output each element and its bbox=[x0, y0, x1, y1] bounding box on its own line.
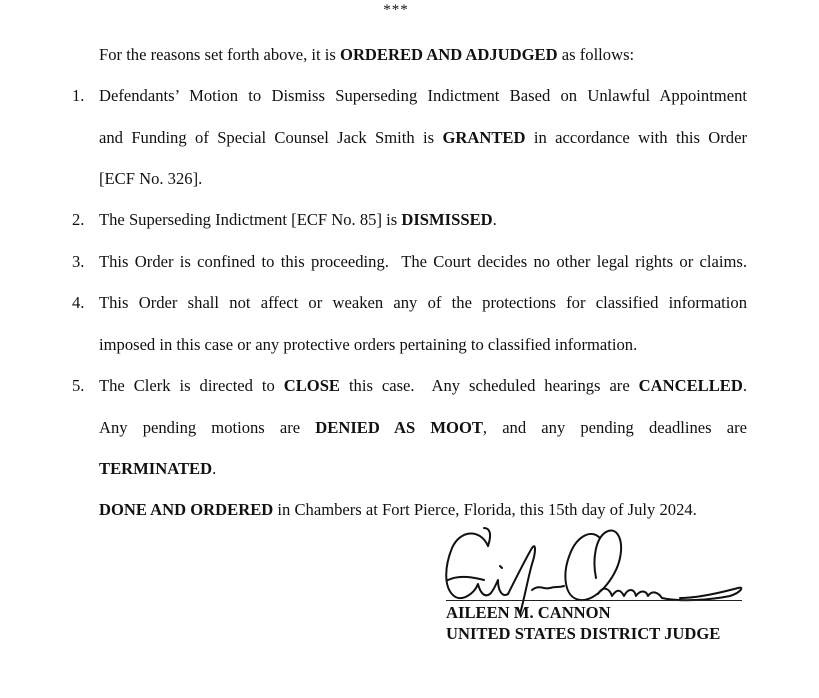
item-bold: DENIED AS MOOT bbox=[315, 418, 483, 437]
item-bold: DISMISSED bbox=[401, 210, 493, 229]
item-bold: GRANTED bbox=[442, 128, 526, 147]
intro-text: For the reasons set forth above, it is bbox=[99, 45, 341, 64]
item-bold: CLOSE bbox=[283, 376, 341, 395]
signature-line bbox=[446, 600, 742, 601]
item-number: 2. bbox=[72, 210, 85, 229]
item-text: and Funding of Special Counsel Jack Smith is bbox=[99, 128, 443, 147]
item-text: This Order shall not affect or weaken any of the protections for classified information bbox=[99, 293, 747, 312]
item-text: . bbox=[492, 210, 497, 229]
intro-text-end: as follows: bbox=[557, 45, 635, 64]
item-number: 1. bbox=[72, 86, 85, 105]
item-text: This Order is confined to this proceeding. The Court decides no other legal rights or claims. bbox=[99, 252, 747, 271]
item-bold: CANCELLED bbox=[638, 376, 743, 395]
item-line bbox=[99, 418, 747, 438]
item-line bbox=[99, 252, 747, 272]
item-text: . bbox=[212, 459, 217, 478]
item-line bbox=[99, 210, 497, 230]
item-text: this case. Any scheduled hearings are bbox=[340, 376, 639, 395]
item-line bbox=[99, 86, 747, 106]
item-line bbox=[99, 335, 637, 355]
item-line bbox=[99, 293, 747, 313]
item-number: 3. bbox=[72, 252, 85, 271]
section-separator: *** bbox=[383, 2, 409, 18]
item-text: Defendants’ Motion to Dismiss Superseding Indictment Based on Unlawful Appointment bbox=[99, 86, 747, 105]
item-text: The Clerk is directed to bbox=[99, 376, 284, 395]
closing-bold: DONE AND ORDERED bbox=[99, 500, 274, 519]
signer-title: UNITED STATES DISTRICT JUDGE bbox=[446, 624, 721, 643]
item-line bbox=[99, 459, 216, 479]
item-line bbox=[99, 169, 202, 189]
item-number: 5. bbox=[72, 376, 85, 395]
item-text: [ECF No. 326]. bbox=[99, 169, 203, 188]
item-line bbox=[99, 376, 747, 396]
intro-bold: ORDERED AND ADJUDGED bbox=[340, 45, 558, 64]
item-text: . bbox=[742, 376, 747, 395]
item-line bbox=[99, 128, 747, 148]
signer-name: AILEEN M. CANNON bbox=[446, 603, 611, 622]
closing-statement bbox=[99, 500, 697, 520]
order-intro bbox=[99, 45, 634, 65]
item-text: The Superseding Indictment [ECF No. 85] is bbox=[99, 210, 402, 229]
item-text: imposed in this case or any protective orders pertaining to classified information. bbox=[99, 335, 638, 354]
item-bold: TERMINATED bbox=[99, 459, 213, 478]
item-text: Any pending motions are bbox=[99, 418, 316, 437]
item-text: in accordance with this Order bbox=[525, 128, 747, 147]
item-number: 4. bbox=[72, 293, 85, 312]
item-text: , and any pending deadlines are bbox=[482, 418, 747, 437]
closing-text: in Chambers at Fort Pierce, Florida, this 15th day of July 2024. bbox=[273, 500, 697, 519]
